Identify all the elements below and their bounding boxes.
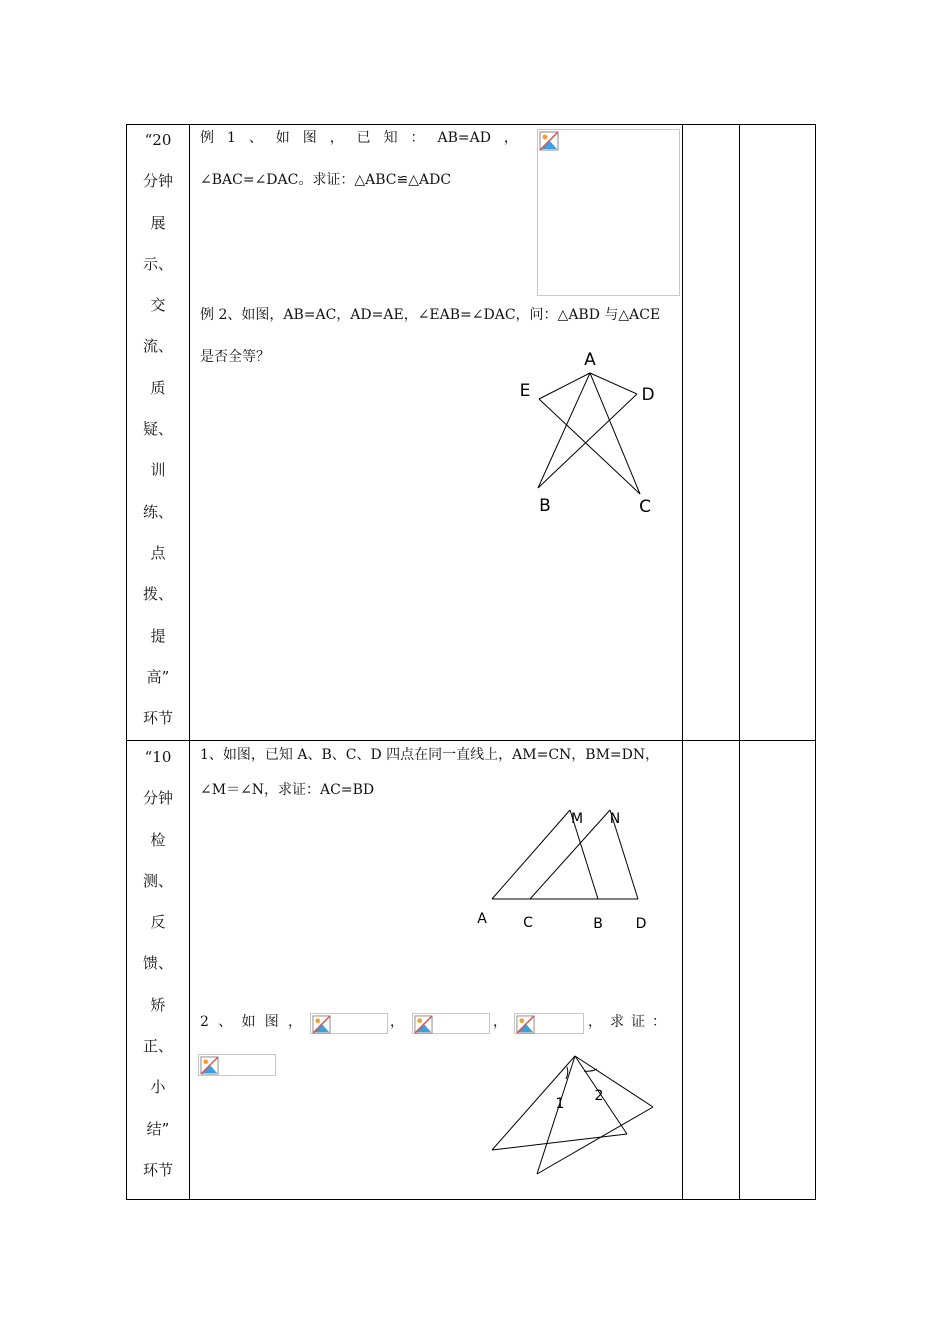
section-label-line: 馈、 xyxy=(142,954,173,973)
point-label-e: E xyxy=(519,381,531,401)
problem2-word: ： xyxy=(652,1014,666,1030)
broken-image-icon xyxy=(539,131,559,151)
section-label-line: 高” xyxy=(146,667,170,686)
problem2-word: 2 xyxy=(200,1014,209,1030)
broken-image-icon xyxy=(414,1015,433,1034)
section-label-line: 检 xyxy=(150,830,166,849)
problem2-figure xyxy=(480,1045,665,1185)
section-label-line: 质 xyxy=(150,378,166,397)
point-label-d: D xyxy=(641,385,655,405)
example1-word: 如 xyxy=(275,130,290,146)
problem1-line2: ∠M＝∠N，求证：AC=BD xyxy=(200,782,375,798)
section-label-line: 训 xyxy=(150,461,166,480)
section-label-line: “20 xyxy=(144,131,172,149)
section-label-line: 流、 xyxy=(142,337,173,356)
section-label-line: 环节 xyxy=(142,709,173,728)
lesson-table xyxy=(126,124,816,1200)
example1-figure-placeholder xyxy=(537,129,680,296)
section-label-line: 矫 xyxy=(150,995,166,1014)
example1-word: 已 xyxy=(356,130,371,146)
example1-line2: ∠BAC=∠DAC。求证：△ABC≌△ADC xyxy=(200,172,452,188)
problem2-word: 证 xyxy=(631,1014,645,1030)
example2-line2: 是否全等？ xyxy=(200,349,270,365)
problem2-separator: ， xyxy=(493,1014,507,1030)
column-divider xyxy=(682,124,683,1200)
section-label-line: 交 xyxy=(150,296,166,315)
section-label-line: 测、 xyxy=(142,871,173,890)
problem2-word: 求 xyxy=(610,1014,624,1030)
problem2-separator: ， xyxy=(390,1014,404,1030)
section-label-line: 分钟 xyxy=(142,172,173,191)
formula-image-placeholder xyxy=(310,1013,388,1034)
problem2-line1 xyxy=(200,1012,670,1036)
point-label-a: A xyxy=(584,350,596,370)
example1-word: ， xyxy=(329,130,344,146)
section-label-line: 拨、 xyxy=(142,585,173,604)
example1-word: 、 xyxy=(248,130,263,146)
example1-word: 1 xyxy=(226,130,236,146)
broken-image-icon xyxy=(312,1015,331,1034)
example1-word: AB=AD xyxy=(437,130,491,146)
example1-word: 例 xyxy=(200,130,214,146)
example1-line1 xyxy=(200,128,518,148)
example1-word: 图 xyxy=(302,130,317,146)
section-label-line: “10 xyxy=(144,748,172,766)
section-label-line: 点 xyxy=(150,543,166,562)
section-label-line: 疑、 xyxy=(142,420,173,439)
formula-image-placeholder xyxy=(198,1054,276,1076)
formula-image-placeholder xyxy=(514,1013,584,1034)
point-label-a: A xyxy=(477,911,487,927)
section-label-line: 小 xyxy=(150,1078,166,1097)
point-label-n: N xyxy=(609,811,621,827)
problem1-line1: 1、如图，已知 A、B、C、D 四点在同一直线上，AM=CN，BM=DN， xyxy=(200,747,660,763)
point-label-b: B xyxy=(539,496,551,516)
broken-image-icon xyxy=(516,1015,535,1034)
broken-image-icon xyxy=(200,1056,219,1075)
column-divider xyxy=(189,124,190,1200)
point-label-d: D xyxy=(635,916,647,932)
problem2-word: ， xyxy=(287,1014,302,1030)
section-label-line: 提 xyxy=(150,626,166,645)
section-label-line: 分钟 xyxy=(142,789,173,808)
point-label-c: C xyxy=(639,497,651,517)
problem2-word: 如 xyxy=(241,1014,256,1030)
problem2-word: 图 xyxy=(264,1014,279,1030)
section-label-line: 展 xyxy=(150,213,166,232)
example2-line1: 例 2、如图，AB=AC，AD=AE，∠EAB=∠DAC，问：△ABD 与△ACE xyxy=(200,307,661,323)
formula-image-placeholder xyxy=(412,1013,490,1034)
section-label-line: 环节 xyxy=(142,1160,173,1179)
point-label-b: B xyxy=(593,916,603,932)
row-divider xyxy=(126,740,816,741)
column-divider xyxy=(739,124,740,1200)
problem1-figure xyxy=(470,800,660,935)
section-label-10min xyxy=(127,744,189,1198)
point-label-m: M xyxy=(570,811,584,827)
angle-label-1: 1 xyxy=(555,1096,565,1112)
angle-label-2: 2 xyxy=(594,1088,604,1104)
example1-word: 知 xyxy=(383,130,398,146)
point-label-c: C xyxy=(523,915,533,931)
problem2-separator: ， xyxy=(588,1014,602,1030)
example1-word: ， xyxy=(503,130,518,146)
section-label-line: 反 xyxy=(150,913,166,932)
example2-figure xyxy=(500,345,680,520)
section-label-20min xyxy=(127,127,189,746)
section-label-line: 正、 xyxy=(142,1037,173,1056)
section-label-line: 结” xyxy=(146,1119,170,1138)
example1-word: ： xyxy=(410,130,425,146)
section-label-line: 示、 xyxy=(142,254,173,273)
section-label-line: 练、 xyxy=(142,502,173,521)
problem2-word: 、 xyxy=(218,1014,233,1030)
